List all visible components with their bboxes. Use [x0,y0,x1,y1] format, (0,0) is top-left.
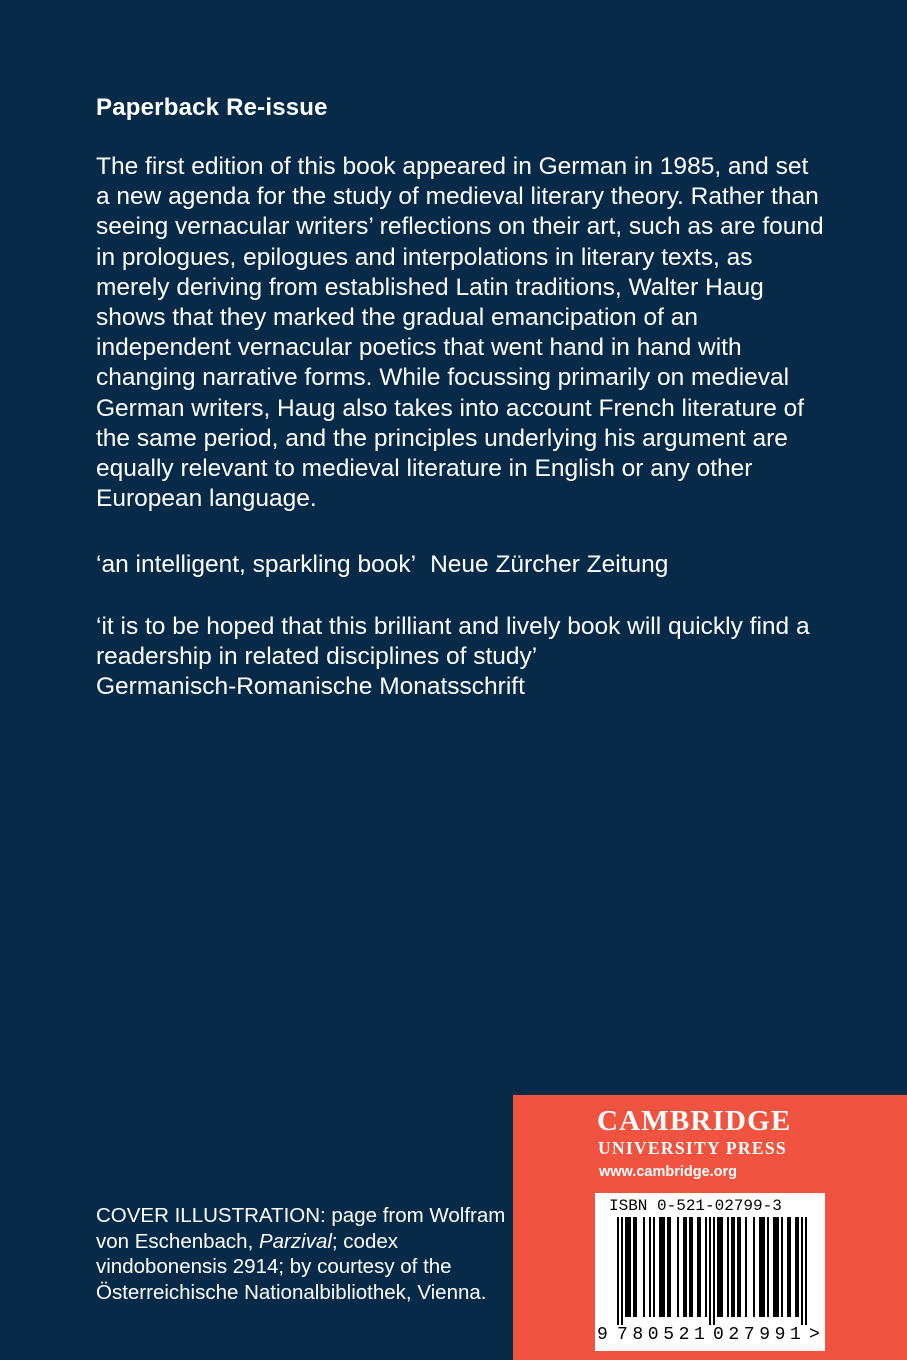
barcode-bar [661,1217,663,1317]
barcode-bar [653,1217,655,1317]
barcode-bar [699,1217,701,1317]
barcode-bar [689,1217,691,1317]
barcode-bar [713,1217,715,1325]
book-description: The first edition of this book appeared in German in 1985, and set a new agenda for the study of medieval literary theory. Rather than seeing vernacular writers’ reflections on their art, such as are found in prologues, epilogues and interpolations in literary texts, as merely deriving from established Latin traditions, Walter Haug shows that they marked the gradual emancipation of an independent vernacular poetics that went hand in hand with changing narrative forms. While focussing primarily on medieval German writers, Haug also takes into account French literature of the same period, and the principles underlying his argument are equally relevant to medieval literature in English or any other European language. [96,153,824,513]
barcode-bar [789,1217,791,1317]
barcode-bar [635,1217,637,1317]
reissue-heading: Paperback Re-issue [96,94,328,121]
review-quote-1-source: Neue Zürcher Zeitung [430,551,669,578]
review-quote-1 [96,550,668,580]
barcode-bar [753,1217,755,1317]
barcode-bar [727,1217,729,1317]
barcode-left-group: 780521 [617,1325,710,1345]
barcode-bar [705,1217,707,1317]
barcode-bar [663,1217,665,1317]
barcode-bar [719,1217,721,1317]
barcode-bar [801,1217,803,1325]
barcode-bar [649,1217,651,1317]
review-quote-2-source: Germanisch-Romanische Monatsschrift [96,673,525,701]
barcode-bar [625,1217,627,1317]
barcode-bar [667,1217,669,1317]
barcode-bar [795,1217,797,1317]
barcode-bar [629,1217,631,1317]
barcode-bar [797,1217,799,1317]
cover-credit-title: Parzival [258,1229,332,1253]
review-quote-2-text: ‘it is to be hoped that this brilliant and lively book will quickly find a readership in related disciplines of study’ [96,613,810,671]
isbn-label: ISBN 0-521-02799-3 [609,1197,782,1215]
barcode-bar [787,1217,789,1317]
barcode-bar [759,1217,761,1317]
barcode-bar [745,1217,747,1317]
barcode-bar [721,1217,723,1317]
barcode-bar [805,1217,807,1325]
barcode-bar [777,1217,779,1317]
barcode-bar [659,1217,661,1317]
barcode-bar [717,1217,719,1317]
barcode-lead-digit: 9 [597,1325,608,1345]
publisher-box [513,1095,907,1360]
barcode-bar [669,1217,671,1317]
barcode-bar [709,1217,711,1325]
barcode-bar [739,1217,741,1317]
barcode-bar [733,1217,735,1317]
barcode-bar [627,1217,629,1317]
cover-credit-suffix: ; codex vindobonensis 2914; by courtesy of the Österreichische Nationalbibliothek, Vienna. [96,1229,487,1304]
barcode-bar [737,1217,739,1317]
barcode-end-mark: > [809,1325,820,1345]
publisher-url: www.cambridge.org [599,1164,738,1180]
barcode-bar [643,1217,645,1317]
barcode-bar [683,1217,685,1317]
barcode-bar [761,1217,763,1317]
review-quote-2 [96,612,836,703]
barcode-bar [775,1217,777,1317]
barcode-bar [697,1217,699,1317]
review-quote-1-text: ‘an intelligent, sparkling book’ [96,551,417,578]
barcode-bar [621,1217,623,1325]
publisher-name: CAMBRIDGE [597,1105,792,1137]
barcode-bar [677,1217,679,1317]
barcode-right-group: 027991 [713,1325,806,1345]
barcode-bar [767,1217,769,1317]
publisher-subname: UNIVERSITY PRESS [598,1138,787,1158]
barcode-bar [781,1217,783,1317]
barcode-bar [633,1217,635,1317]
barcode-icon [603,1217,817,1325]
barcode-bar [763,1217,765,1317]
barcode-bar [731,1217,733,1317]
cover-illustration-credit [96,1203,516,1305]
barcode-bar [691,1217,693,1317]
barcode-bar [685,1217,687,1317]
barcode-panel [595,1193,825,1351]
barcode-bar [617,1217,619,1325]
barcode-bar [773,1217,775,1317]
cover-credit-prefix: COVER ILLUSTRATION: page from Wolfram von Eschenbach, [96,1204,506,1253]
